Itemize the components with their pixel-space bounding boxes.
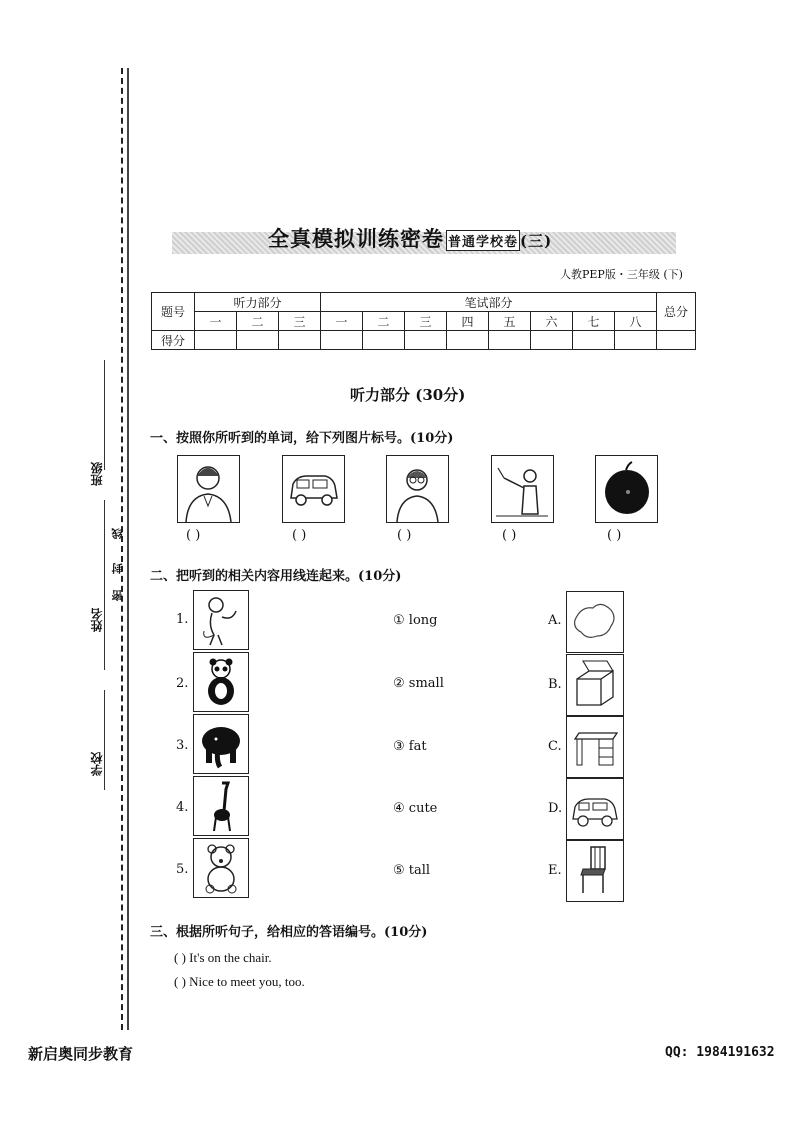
school-blank (104, 690, 105, 790)
score-table (151, 292, 696, 350)
map-icon (566, 591, 624, 653)
listening-group-header: 听力部分 (195, 293, 321, 312)
listening-col: 一 (195, 312, 237, 331)
class-blank (104, 360, 105, 470)
q2-letter-B: B. (548, 677, 562, 692)
q2-letter-C: C. (548, 739, 562, 754)
q2-num-4: 4. (176, 800, 189, 815)
q2-word-2: ② small (393, 676, 444, 691)
desk-icon (566, 716, 624, 778)
score-cell[interactable] (573, 331, 615, 350)
panda-icon (193, 652, 249, 712)
q2-heading: 二、把听到的相关内容用线连起来。(10分) (150, 569, 402, 584)
row-label-number: 题号 (152, 293, 195, 331)
q2-num-5: 5. (176, 862, 189, 877)
binding-dashed-line (121, 68, 123, 1030)
score-cell[interactable] (489, 331, 531, 350)
class-label: 班级 (90, 462, 104, 486)
score-cell[interactable] (195, 331, 237, 350)
q2-letter-D: D. (548, 801, 563, 816)
elephant-icon (193, 714, 249, 774)
teacher-icon (491, 455, 554, 523)
q2-word-4: ④ cute (393, 801, 438, 816)
q2-letter-A: A. (548, 613, 562, 628)
written-group-header: 笔试部分 (321, 293, 657, 312)
listening-col: 三 (279, 312, 321, 331)
written-col: 三 (405, 312, 447, 331)
q1-blank-1[interactable]: ( ) (186, 528, 201, 543)
car-icon (566, 778, 624, 840)
score-cell[interactable] (657, 331, 696, 350)
name-label: 姓名 (90, 608, 104, 632)
q3-text-1: It's on the chair. (189, 950, 272, 965)
written-col: 二 (363, 312, 405, 331)
school-badge: 普通学校卷 (446, 230, 520, 251)
score-cell[interactable] (321, 331, 363, 350)
chair-icon (566, 840, 624, 902)
seal-char-3: 密 (111, 590, 124, 601)
q1-heading: 一、按照你所听到的单词，给下列图片标号。(10分) (150, 431, 454, 446)
q2-num-1: 1. (176, 612, 189, 627)
volume-label: (三) (520, 232, 553, 250)
title-text: 全真模拟训练密卷 (268, 226, 444, 251)
listening-col: 二 (237, 312, 279, 331)
score-cell[interactable] (447, 331, 489, 350)
q2-num-3: 3. (176, 738, 189, 753)
row-label-score: 得分 (152, 331, 195, 350)
q2-letter-E: E. (548, 863, 562, 878)
written-col: 五 (489, 312, 531, 331)
grandmother-icon (386, 455, 449, 523)
apple-icon (595, 455, 658, 523)
q1-blank-5[interactable]: ( ) (607, 528, 622, 543)
written-col: 七 (573, 312, 615, 331)
bear-icon (193, 838, 249, 898)
q3-item-2 (174, 974, 305, 990)
name-blank (104, 500, 105, 670)
score-cell[interactable] (405, 331, 447, 350)
car-icon (282, 455, 345, 523)
written-col: 四 (447, 312, 489, 331)
q1-blank-4[interactable]: ( ) (502, 528, 517, 543)
score-cell[interactable] (531, 331, 573, 350)
score-cell[interactable] (237, 331, 279, 350)
q3-blank-1[interactable]: ( ) (174, 950, 186, 965)
q3-text-2: Nice to meet you, too. (189, 974, 305, 989)
edition-label: 人教PEP版・三年级 (下) (560, 268, 683, 281)
q2-word-1: ① long (393, 613, 438, 628)
written-col: 六 (531, 312, 573, 331)
page-title (268, 223, 552, 253)
giraffe-icon (193, 776, 249, 836)
binding-solid-line (127, 68, 129, 1030)
footer-qq: QQ: 1984191632 (665, 1045, 775, 1060)
woman-icon (177, 455, 240, 523)
score-cell[interactable] (615, 331, 657, 350)
q2-word-5: ⑤ tall (393, 863, 431, 878)
section-title: 听力部分 (30分) (350, 386, 466, 404)
box-icon (566, 654, 624, 716)
footer-brand: 新启奥同步教育 (28, 1045, 134, 1063)
seal-char-2: 封 (111, 563, 124, 574)
total-header: 总分 (657, 293, 696, 331)
seal-char-1: 线 (111, 528, 124, 539)
q2-word-3: ③ fat (393, 739, 427, 754)
q2-num-2: 2. (176, 676, 189, 691)
q1-blank-3[interactable]: ( ) (397, 528, 412, 543)
q3-blank-2[interactable]: ( ) (174, 974, 186, 989)
written-col: 一 (321, 312, 363, 331)
q3-heading: 三、根据所听句子，给相应的答语编号。(10分) (150, 925, 428, 940)
school-label: 学校 (90, 752, 104, 776)
score-cell[interactable] (363, 331, 405, 350)
q1-blank-2[interactable]: ( ) (292, 528, 307, 543)
q3-item-1 (174, 950, 272, 966)
monkey-icon (193, 590, 249, 650)
score-cell[interactable] (279, 331, 321, 350)
written-col: 八 (615, 312, 657, 331)
